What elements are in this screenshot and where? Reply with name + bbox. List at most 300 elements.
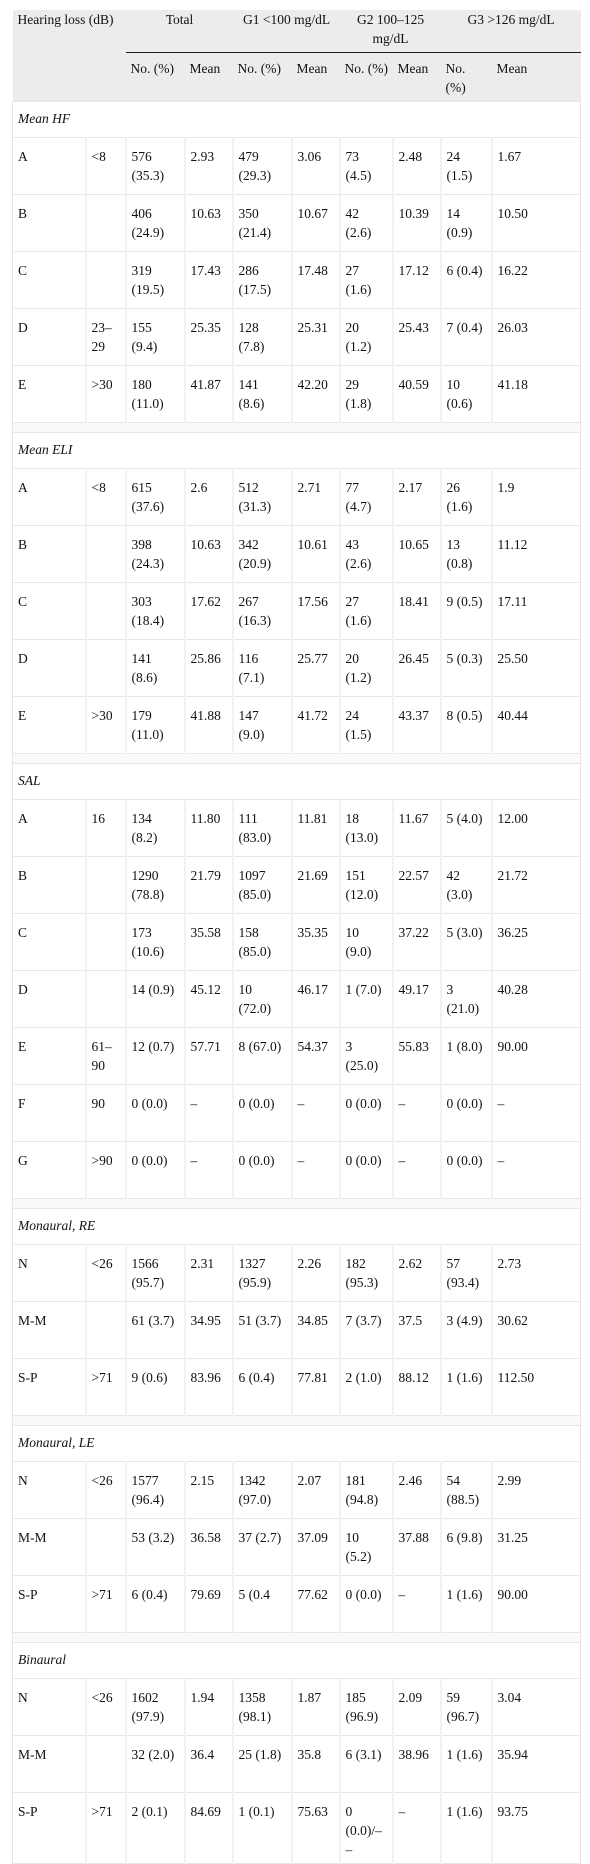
section-header-row [13,1643,581,1679]
grade-cell: S-P [13,1793,86,1864]
g1-mean-cell: – [292,1142,340,1199]
range-cell: >71 [86,1359,126,1416]
grade-cell: S-P [13,1359,86,1416]
g1-no-cell: 25 (1.8) [233,1736,292,1793]
header-no-pct: No. (%) [441,53,492,102]
g1-no-cell: 286 (17.5) [233,252,292,309]
header-no-pct: No. (%) [126,53,185,102]
range-cell [86,252,126,309]
header-row-groups [13,10,581,53]
table-row [13,1302,581,1359]
grade-cell: N [13,1245,86,1302]
g2-no-cell: 20 (1.2) [340,640,393,697]
g1-no-cell: 1327 (95.9) [233,1245,292,1302]
g3-no-cell: 3 (4.9) [441,1302,492,1359]
section-header-row [13,1209,581,1245]
g3-no-cell: 57 (93.4) [441,1245,492,1302]
section-title: Monaural, RE [13,1209,581,1245]
table-row [13,1462,581,1519]
table-row [13,138,581,195]
g3-no-cell: 26 (1.6) [441,469,492,526]
total-no-cell: 406 (24.9) [126,195,185,252]
range-cell: 90 [86,1085,126,1142]
total-mean-cell: 34.95 [185,1302,233,1359]
g2-no-cell: 0 (0.0) [340,1142,393,1199]
table-row [13,914,581,971]
g1-mean-cell: 42.20 [292,366,340,423]
g1-mean-cell: 1.87 [292,1679,340,1736]
total-no-cell: 2 (0.1) [126,1793,185,1864]
g1-no-cell: 51 (3.7) [233,1302,292,1359]
header-mean: Mean [292,53,340,102]
g3-no-cell: 24 (1.5) [441,138,492,195]
range-cell [86,971,126,1028]
g1-no-cell: 267 (16.3) [233,583,292,640]
g2-no-cell: 10 (5.2) [340,1519,393,1576]
g3-no-cell: 6 (9.8) [441,1519,492,1576]
total-no-cell: 1290 (78.8) [126,857,185,914]
g3-no-cell: 5 (3.0) [441,914,492,971]
table-row [13,1679,581,1736]
g3-mean-cell: 1.67 [492,138,581,195]
section-gap [13,1199,581,1209]
table-row [13,366,581,423]
g3-mean-cell: 40.44 [492,697,581,754]
g3-no-cell: 1 (1.6) [441,1576,492,1633]
g2-mean-cell: 49.17 [393,971,441,1028]
g3-mean-cell: 3.04 [492,1679,581,1736]
g3-no-cell: 6 (0.4) [441,252,492,309]
total-no-cell: 179 (11.0) [126,697,185,754]
total-mean-cell: 10.63 [185,526,233,583]
total-mean-cell: 2.15 [185,1462,233,1519]
g2-no-cell: 73 (4.5) [340,138,393,195]
grade-cell: A [13,469,86,526]
g3-no-cell: 1 (8.0) [441,1028,492,1085]
g3-no-cell: 5 (0.3) [441,640,492,697]
g1-mean-cell: 17.48 [292,252,340,309]
g1-mean-cell: 75.63 [292,1793,340,1864]
range-cell: 61–90 [86,1028,126,1085]
header-mean: Mean [185,53,233,102]
total-no-cell: 134 (8.2) [126,800,185,857]
section-gap-cell [13,423,581,433]
header-total: Total [126,10,233,53]
g1-no-cell: 111 (83.0) [233,800,292,857]
g2-no-cell: 18 (13.0) [340,800,393,857]
total-mean-cell: 25.35 [185,309,233,366]
section-header-row [13,102,581,138]
grade-cell: A [13,138,86,195]
range-cell [86,195,126,252]
header-g2: G2 100–125 mg/dL [340,10,441,53]
total-mean-cell: 21.79 [185,857,233,914]
g3-no-cell: 5 (4.0) [441,800,492,857]
g3-mean-cell: 93.75 [492,1793,581,1864]
g3-no-cell: 10 (0.6) [441,366,492,423]
g3-no-cell: 1 (1.6) [441,1793,492,1864]
range-cell [86,1519,126,1576]
section-title: Binaural [13,1643,581,1679]
g2-mean-cell: 2.17 [393,469,441,526]
total-mean-cell: 25.86 [185,640,233,697]
table-row [13,697,581,754]
grade-cell: B [13,526,86,583]
g3-mean-cell: – [492,1142,581,1199]
section-header-row [13,764,581,800]
g1-mean-cell: 46.17 [292,971,340,1028]
grade-cell: B [13,195,86,252]
g1-mean-cell: 3.06 [292,138,340,195]
g3-mean-cell: 36.25 [492,914,581,971]
grade-cell: N [13,1462,86,1519]
total-no-cell: 180 (11.0) [126,366,185,423]
g2-mean-cell: 11.67 [393,800,441,857]
total-no-cell: 14 (0.9) [126,971,185,1028]
g3-mean-cell: 35.94 [492,1736,581,1793]
hearing-loss-table [12,10,581,1864]
section-gap [13,1633,581,1643]
total-mean-cell: – [185,1142,233,1199]
total-no-cell: 1566 (95.7) [126,1245,185,1302]
g2-no-cell: 0 (0.0)/– – [340,1793,393,1864]
g3-mean-cell: 40.28 [492,971,581,1028]
g3-mean-cell: 25.50 [492,640,581,697]
range-cell: >71 [86,1793,126,1864]
g2-no-cell: 29 (1.8) [340,366,393,423]
section-gap [13,1416,581,1426]
table-row [13,1359,581,1416]
g2-mean-cell: 37.5 [393,1302,441,1359]
section-header-row [13,1426,581,1462]
g2-no-cell: 42 (2.6) [340,195,393,252]
g2-mean-cell: 38.96 [393,1736,441,1793]
g2-mean-cell: 26.45 [393,640,441,697]
g3-mean-cell: 16.22 [492,252,581,309]
g2-no-cell: 77 (4.7) [340,469,393,526]
total-mean-cell: 2.31 [185,1245,233,1302]
g2-no-cell: 43 (2.6) [340,526,393,583]
total-mean-cell: 41.87 [185,366,233,423]
range-cell [86,1736,126,1793]
g2-no-cell: 20 (1.2) [340,309,393,366]
total-no-cell: 61 (3.7) [126,1302,185,1359]
g3-mean-cell: 1.9 [492,469,581,526]
table-row [13,1142,581,1199]
g3-mean-cell: 2.73 [492,1245,581,1302]
total-no-cell: 1602 (97.9) [126,1679,185,1736]
g1-mean-cell: 17.56 [292,583,340,640]
g2-no-cell: 27 (1.6) [340,583,393,640]
grade-cell: B [13,857,86,914]
range-cell [86,583,126,640]
g2-mean-cell: 10.65 [393,526,441,583]
g2-mean-cell: 2.46 [393,1462,441,1519]
g1-no-cell: 1097 (85.0) [233,857,292,914]
g3-no-cell: 59 (96.7) [441,1679,492,1736]
header-g3: G3 >126 mg/dL [441,10,581,53]
grade-cell: M-M [13,1302,86,1359]
g2-mean-cell: 2.09 [393,1679,441,1736]
g1-mean-cell: 25.77 [292,640,340,697]
g3-no-cell: 13 (0.8) [441,526,492,583]
table-row [13,1736,581,1793]
g3-mean-cell: 30.62 [492,1302,581,1359]
total-mean-cell: 11.80 [185,800,233,857]
g1-mean-cell: 10.67 [292,195,340,252]
g1-no-cell: 1342 (97.0) [233,1462,292,1519]
g1-mean-cell: – [292,1085,340,1142]
g1-mean-cell: 54.37 [292,1028,340,1085]
g1-no-cell: 0 (0.0) [233,1142,292,1199]
g2-no-cell: 10 (9.0) [340,914,393,971]
range-cell: >90 [86,1142,126,1199]
grade-cell: D [13,640,86,697]
section-gap [13,754,581,764]
section-gap-cell [13,754,581,764]
g2-mean-cell: 10.39 [393,195,441,252]
g2-mean-cell: – [393,1793,441,1864]
grade-cell: M-M [13,1736,86,1793]
g2-mean-cell: – [393,1142,441,1199]
g1-no-cell: 1358 (98.1) [233,1679,292,1736]
g1-mean-cell: 21.69 [292,857,340,914]
g3-no-cell: 14 (0.9) [441,195,492,252]
table-row [13,640,581,697]
g1-no-cell: 1 (0.1) [233,1793,292,1864]
g2-mean-cell: 25.43 [393,309,441,366]
header-mean: Mean [393,53,441,102]
range-cell [86,857,126,914]
g2-mean-cell: 22.57 [393,857,441,914]
g1-mean-cell: 77.62 [292,1576,340,1633]
table-row [13,526,581,583]
table-row [13,195,581,252]
g2-no-cell: 3 (25.0) [340,1028,393,1085]
g2-mean-cell: 18.41 [393,583,441,640]
table-row [13,1576,581,1633]
g2-no-cell: 1 (7.0) [340,971,393,1028]
g1-mean-cell: 2.07 [292,1462,340,1519]
grade-cell: A [13,800,86,857]
g3-mean-cell: 90.00 [492,1028,581,1085]
g3-no-cell: 8 (0.5) [441,697,492,754]
g1-no-cell: 5 (0.4 [233,1576,292,1633]
total-mean-cell: 36.4 [185,1736,233,1793]
grade-cell: E [13,697,86,754]
grade-cell: D [13,971,86,1028]
total-mean-cell: 45.12 [185,971,233,1028]
g1-no-cell: 147 (9.0) [233,697,292,754]
total-no-cell: 303 (18.4) [126,583,185,640]
g2-mean-cell: 2.48 [393,138,441,195]
section-gap-cell [13,1633,581,1643]
g1-mean-cell: 2.71 [292,469,340,526]
g1-no-cell: 0 (0.0) [233,1085,292,1142]
g3-no-cell: 42 (3.0) [441,857,492,914]
range-cell: 16 [86,800,126,857]
range-cell [86,1302,126,1359]
g2-no-cell: 7 (3.7) [340,1302,393,1359]
table-body [13,102,581,1864]
grade-cell: C [13,914,86,971]
header-hearing-loss: Hearing loss (dB) [13,10,126,102]
g1-no-cell: 128 (7.8) [233,309,292,366]
table-row [13,583,581,640]
range-cell: <26 [86,1679,126,1736]
g1-no-cell: 158 (85.0) [233,914,292,971]
total-no-cell: 0 (0.0) [126,1085,185,1142]
total-mean-cell: 57.71 [185,1028,233,1085]
g2-no-cell: 151 (12.0) [340,857,393,914]
table-row [13,1028,581,1085]
header-g1: G1 <100 mg/dL [233,10,340,53]
grade-cell: D [13,309,86,366]
g2-no-cell: 0 (0.0) [340,1085,393,1142]
total-no-cell: 53 (3.2) [126,1519,185,1576]
total-mean-cell: 17.62 [185,583,233,640]
g1-no-cell: 37 (2.7) [233,1519,292,1576]
table-row [13,309,581,366]
total-mean-cell: 17.43 [185,252,233,309]
total-mean-cell: 35.58 [185,914,233,971]
range-cell: 23–29 [86,309,126,366]
g2-mean-cell: – [393,1576,441,1633]
g1-no-cell: 6 (0.4) [233,1359,292,1416]
table-row [13,1085,581,1142]
g1-mean-cell: 25.31 [292,309,340,366]
section-header-row [13,433,581,469]
total-mean-cell: 1.94 [185,1679,233,1736]
g1-mean-cell: 10.61 [292,526,340,583]
section-gap [13,423,581,433]
total-no-cell: 615 (37.6) [126,469,185,526]
g1-mean-cell: 34.85 [292,1302,340,1359]
g3-no-cell: 0 (0.0) [441,1085,492,1142]
total-mean-cell: 36.58 [185,1519,233,1576]
g2-no-cell: 182 (95.3) [340,1245,393,1302]
total-no-cell: 576 (35.3) [126,138,185,195]
header-mean: Mean [492,53,581,102]
total-no-cell: 319 (19.5) [126,252,185,309]
g2-no-cell: 185 (96.9) [340,1679,393,1736]
range-cell: >30 [86,697,126,754]
g1-no-cell: 8 (67.0) [233,1028,292,1085]
g1-no-cell: 141 (8.6) [233,366,292,423]
g2-mean-cell: 55.83 [393,1028,441,1085]
g3-mean-cell: 10.50 [492,195,581,252]
section-title: Mean ELI [13,433,581,469]
header-no-pct: No. (%) [340,53,393,102]
total-no-cell: 155 (9.4) [126,309,185,366]
g2-no-cell: 6 (3.1) [340,1736,393,1793]
total-no-cell: 398 (24.3) [126,526,185,583]
total-mean-cell: 10.63 [185,195,233,252]
g1-no-cell: 350 (21.4) [233,195,292,252]
g2-mean-cell: 88.12 [393,1359,441,1416]
g1-no-cell: 342 (20.9) [233,526,292,583]
grade-cell: N [13,1679,86,1736]
g1-mean-cell: 35.35 [292,914,340,971]
g3-mean-cell: 112.50 [492,1359,581,1416]
g2-mean-cell: 37.88 [393,1519,441,1576]
grade-cell: F [13,1085,86,1142]
g3-mean-cell: 41.18 [492,366,581,423]
range-cell: <26 [86,1245,126,1302]
total-no-cell: 9 (0.6) [126,1359,185,1416]
g2-no-cell: 24 (1.5) [340,697,393,754]
range-cell: <8 [86,469,126,526]
g3-mean-cell: 31.25 [492,1519,581,1576]
g2-mean-cell: 40.59 [393,366,441,423]
g1-mean-cell: 41.72 [292,697,340,754]
g3-no-cell: 3 (21.0) [441,971,492,1028]
section-title: SAL [13,764,581,800]
g3-mean-cell: 12.00 [492,800,581,857]
grade-cell: C [13,583,86,640]
g3-mean-cell: 26.03 [492,309,581,366]
total-no-cell: 32 (2.0) [126,1736,185,1793]
g1-mean-cell: 37.09 [292,1519,340,1576]
total-mean-cell: 41.88 [185,697,233,754]
total-no-cell: 0 (0.0) [126,1142,185,1199]
table-row [13,971,581,1028]
section-title: Monaural, LE [13,1426,581,1462]
g1-no-cell: 512 (31.3) [233,469,292,526]
g3-no-cell: 7 (0.4) [441,309,492,366]
g2-mean-cell: 2.62 [393,1245,441,1302]
g2-no-cell: 181 (94.8) [340,1462,393,1519]
section-gap-cell [13,1416,581,1426]
g1-mean-cell: 77.81 [292,1359,340,1416]
grade-cell: E [13,1028,86,1085]
range-cell: >30 [86,366,126,423]
g3-no-cell: 1 (1.6) [441,1359,492,1416]
grade-cell: S-P [13,1576,86,1633]
g3-mean-cell: 21.72 [492,857,581,914]
table-row [13,252,581,309]
total-mean-cell: – [185,1085,233,1142]
g3-no-cell: 0 (0.0) [441,1142,492,1199]
table-row [13,469,581,526]
range-cell: >71 [86,1576,126,1633]
g1-no-cell: 116 (7.1) [233,640,292,697]
total-mean-cell: 83.96 [185,1359,233,1416]
g3-no-cell: 1 (1.6) [441,1736,492,1793]
total-mean-cell: 2.6 [185,469,233,526]
table-row [13,1519,581,1576]
g2-mean-cell: – [393,1085,441,1142]
grade-cell: E [13,366,86,423]
range-cell: <8 [86,138,126,195]
grade-cell: G [13,1142,86,1199]
g1-mean-cell: 35.8 [292,1736,340,1793]
g1-no-cell: 479 (29.3) [233,138,292,195]
total-mean-cell: 2.93 [185,138,233,195]
g2-no-cell: 2 (1.0) [340,1359,393,1416]
g2-no-cell: 0 (0.0) [340,1576,393,1633]
range-cell [86,640,126,697]
g3-mean-cell: 90.00 [492,1576,581,1633]
g2-mean-cell: 37.22 [393,914,441,971]
table-row [13,1245,581,1302]
table-row [13,857,581,914]
table-row [13,800,581,857]
total-no-cell: 173 (10.6) [126,914,185,971]
section-title: Mean HF [13,102,581,138]
g2-mean-cell: 17.12 [393,252,441,309]
g2-mean-cell: 43.37 [393,697,441,754]
